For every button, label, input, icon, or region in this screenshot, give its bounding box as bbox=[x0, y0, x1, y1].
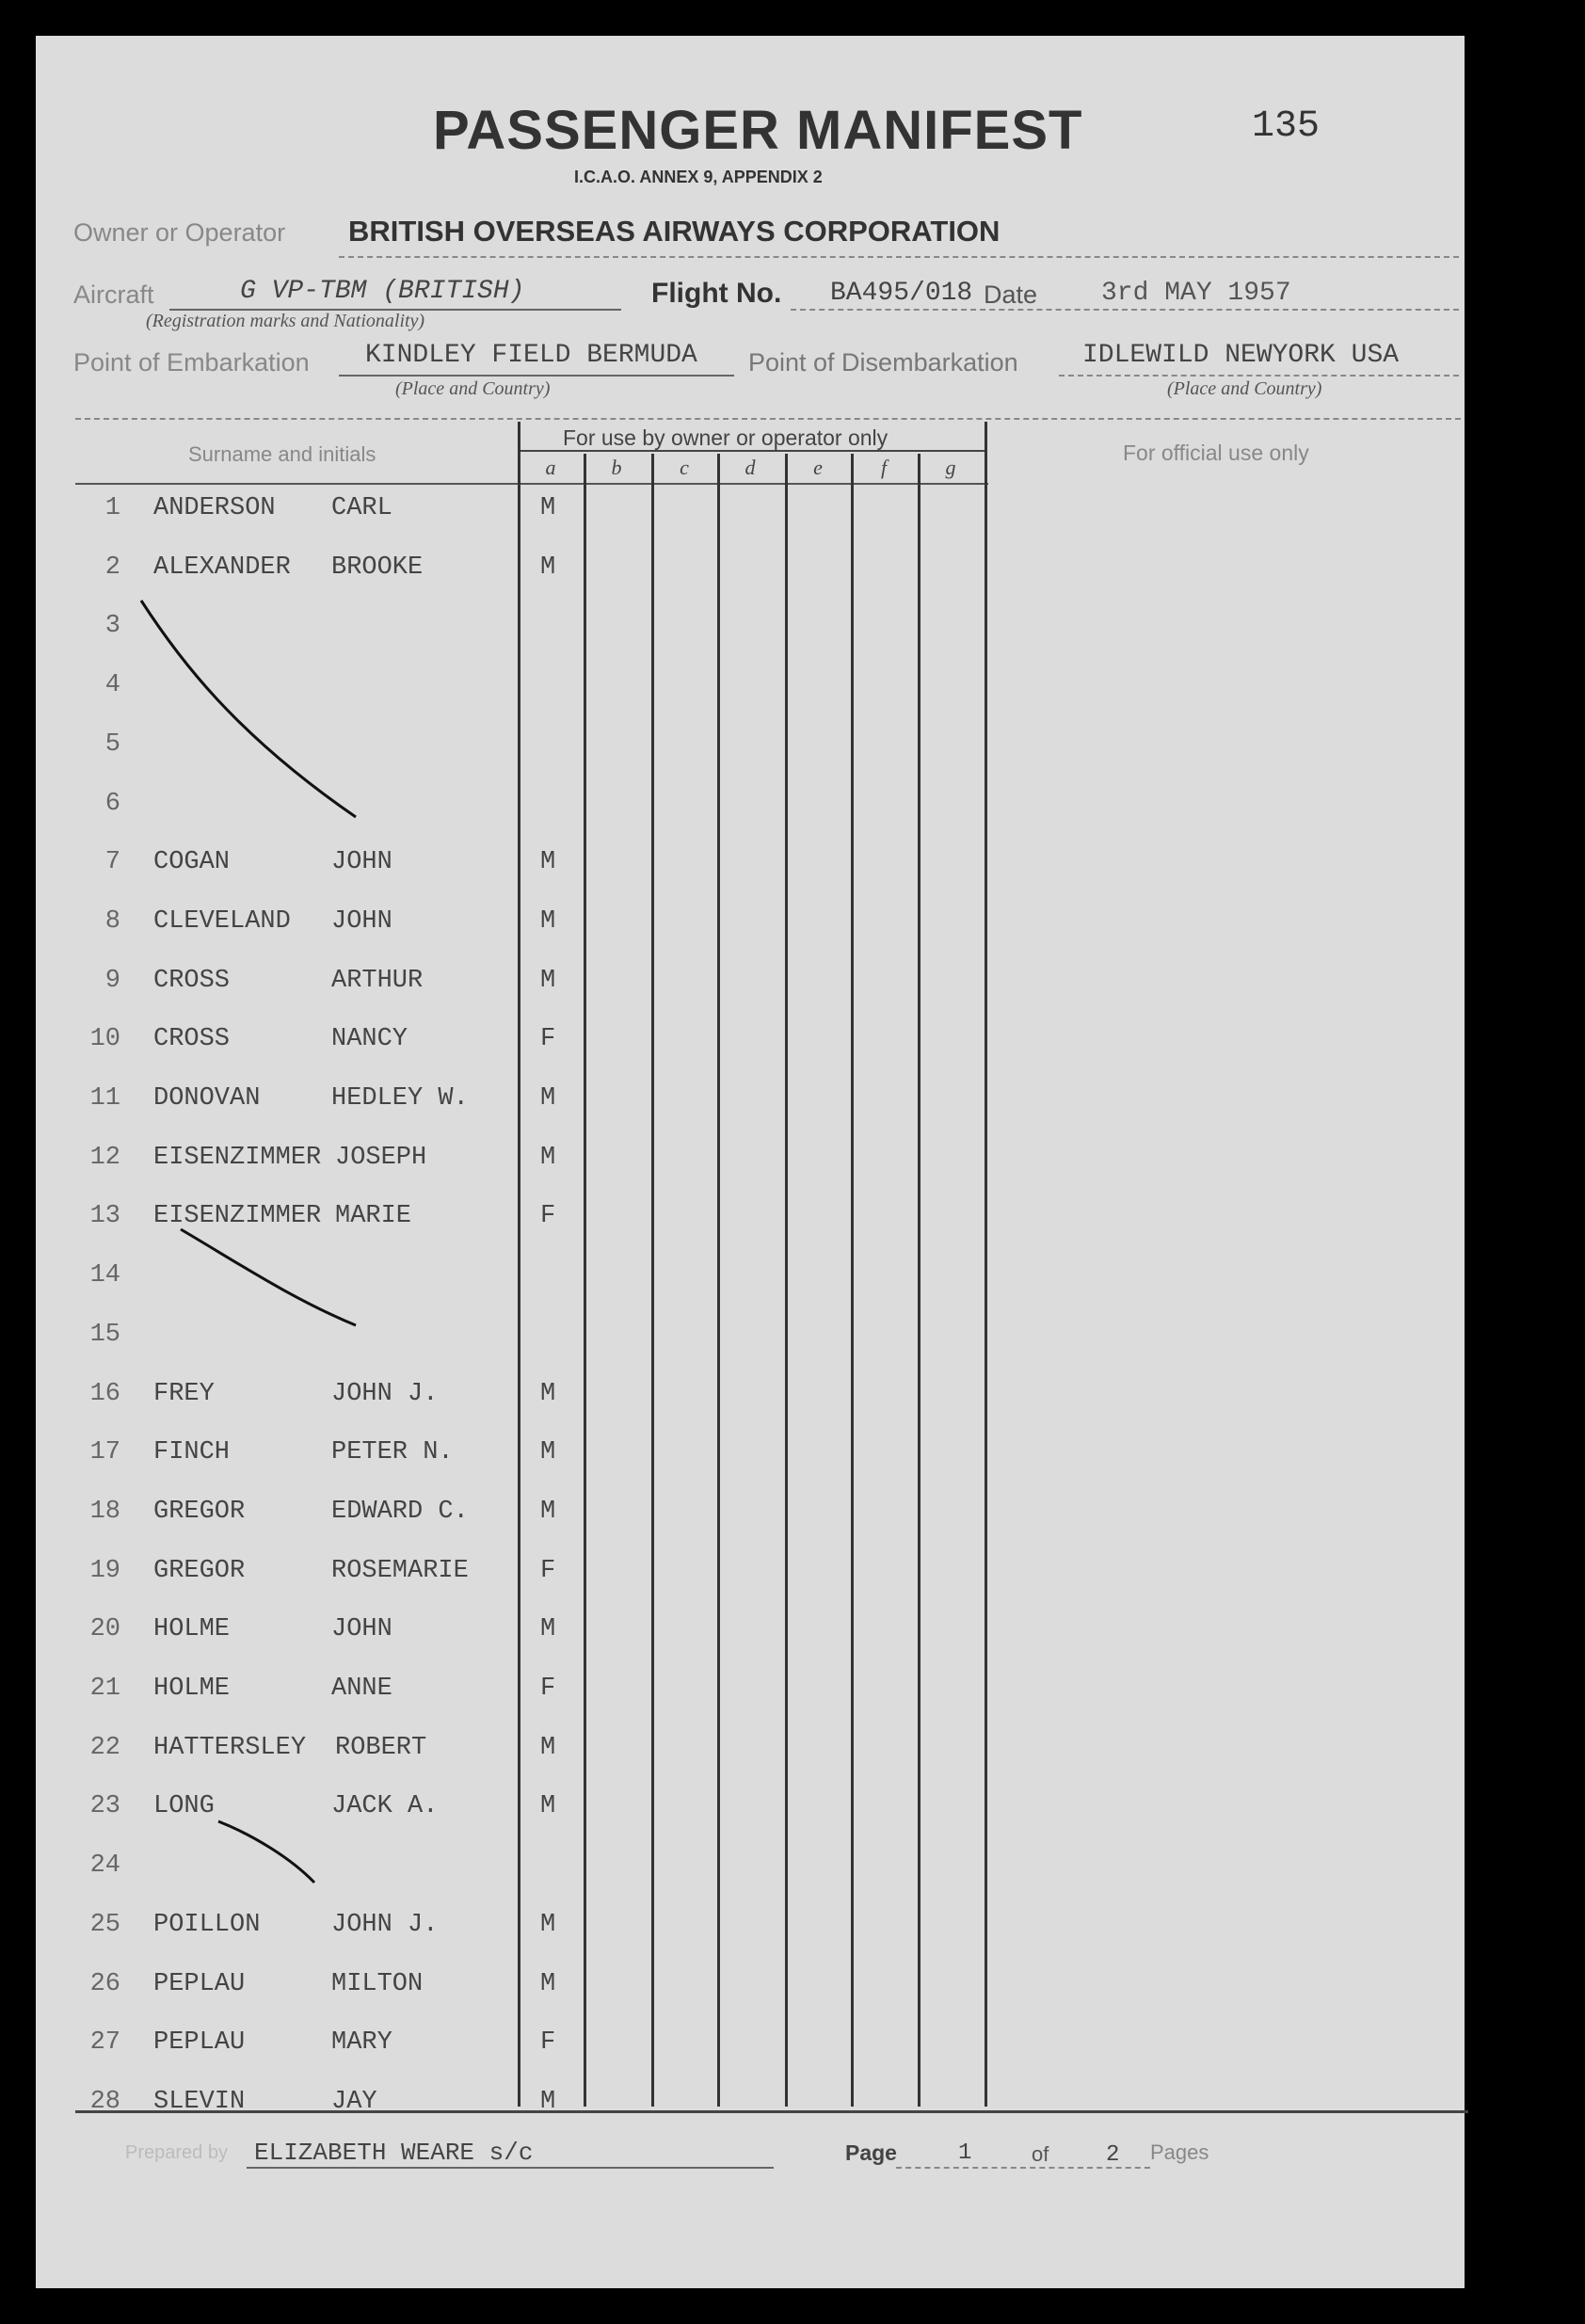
of-label: of bbox=[1032, 2142, 1049, 2166]
passenger-code-a: M bbox=[540, 1733, 556, 1762]
passenger-given-name: EDWARD C. bbox=[331, 1497, 469, 1526]
embark-value: KINDLEY FIELD BERMUDA bbox=[365, 341, 697, 370]
passenger-code-a: M bbox=[540, 848, 556, 877]
passenger-given-name: HEDLEY W. bbox=[331, 1084, 469, 1113]
passenger-given-name: JOHN bbox=[331, 1615, 392, 1644]
passenger-surname: EISENZIMMER bbox=[153, 1143, 322, 1172]
passenger-surname: PEPLAU bbox=[153, 2028, 246, 2058]
page-title: PASSENGER MANIFEST bbox=[433, 100, 1083, 161]
passenger-given-name: ROBERT bbox=[335, 1733, 427, 1762]
passenger-given-name: MARIE bbox=[335, 1202, 412, 1231]
passenger-given-name: ARTHUR bbox=[331, 966, 424, 995]
sub-column-header: a bbox=[545, 456, 556, 479]
passenger-given-name: ANNE bbox=[331, 1675, 392, 1703]
passenger-surname: EISENZIMMER bbox=[153, 1202, 322, 1231]
passenger-code-a: F bbox=[540, 1202, 556, 1231]
passenger-surname: DONOVAN bbox=[153, 1084, 261, 1113]
passenger-surname: CROSS bbox=[153, 966, 231, 995]
passenger-code-a: M bbox=[540, 2087, 556, 2116]
row-number: 22 bbox=[89, 1733, 120, 1762]
passenger-surname: SLEVIN bbox=[153, 2087, 246, 2116]
row-number: 24 bbox=[89, 1851, 120, 1881]
passenger-given-name: JOHN bbox=[331, 906, 392, 936]
strike-mark bbox=[141, 601, 356, 817]
row-number: 23 bbox=[89, 1792, 120, 1821]
passenger-given-name: JOHN J. bbox=[331, 1379, 439, 1408]
passenger-code-a: F bbox=[540, 1675, 556, 1703]
page-subtitle: I.C.A.O. ANNEX 9, APPENDIX 2 bbox=[574, 168, 823, 186]
row-number: 21 bbox=[89, 1675, 120, 1703]
passenger-surname: LONG bbox=[153, 1792, 215, 1821]
page-number: 135 bbox=[1252, 105, 1321, 148]
sub-column-header: g bbox=[945, 456, 956, 479]
row-number: 5 bbox=[104, 729, 120, 759]
row-number: 14 bbox=[89, 1261, 120, 1290]
passenger-surname: ALEXANDER bbox=[153, 553, 291, 582]
row-number: 9 bbox=[104, 966, 120, 995]
flight-label: Flight No. bbox=[651, 278, 782, 309]
passenger-code-a: M bbox=[540, 906, 556, 936]
passenger-surname: CLEVELAND bbox=[153, 906, 291, 936]
date-value: 3rd MAY 1957 bbox=[1101, 279, 1291, 308]
passenger-given-name: JACK A. bbox=[331, 1792, 439, 1821]
passenger-given-name: PETER N. bbox=[331, 1438, 454, 1467]
passenger-given-name: JOHN bbox=[331, 848, 392, 877]
passenger-surname: GREGOR bbox=[153, 1556, 246, 1585]
page-value: 1 bbox=[958, 2140, 972, 2166]
passenger-code-a: M bbox=[540, 1969, 556, 1998]
sub-column-header: f bbox=[880, 456, 888, 479]
aircraft-value: G VP-TBM (BRITISH) bbox=[240, 277, 525, 306]
pages-label: Pages bbox=[1150, 2140, 1209, 2164]
passenger-code-a: M bbox=[540, 1143, 556, 1172]
row-number: 16 bbox=[89, 1379, 120, 1408]
passenger-code-a: F bbox=[540, 2028, 556, 2058]
row-number: 28 bbox=[89, 2087, 120, 2116]
passenger-given-name: JAY bbox=[331, 2087, 377, 2116]
row-number: 4 bbox=[104, 671, 120, 700]
embark-label: Point of Embarkation bbox=[73, 348, 310, 377]
prepared-value: ELIZABETH WEARE s/c bbox=[254, 2139, 534, 2167]
disembark-label: Point of Disembarkation bbox=[748, 348, 1018, 377]
passenger-code-a: M bbox=[540, 1910, 556, 1939]
prepared-label: Prepared by bbox=[125, 2142, 228, 2163]
row-number: 3 bbox=[104, 612, 120, 641]
disembark-caption: (Place and Country) bbox=[1167, 378, 1322, 399]
sub-column-header: c bbox=[680, 456, 689, 479]
passenger-given-name: BROOKE bbox=[331, 553, 424, 582]
row-number: 2 bbox=[104, 553, 120, 582]
passenger-surname: COGAN bbox=[153, 848, 231, 877]
row-number: 18 bbox=[89, 1497, 120, 1526]
passenger-surname: FREY bbox=[153, 1379, 215, 1408]
row-number: 12 bbox=[89, 1143, 120, 1172]
row-number: 19 bbox=[89, 1556, 120, 1585]
passenger-given-name: JOHN J. bbox=[331, 1910, 439, 1939]
passenger-surname: PEPLAU bbox=[153, 1969, 246, 1998]
of-value: 2 bbox=[1106, 2142, 1120, 2168]
passenger-code-a: M bbox=[540, 494, 556, 522]
passenger-surname: HATTERSLEY bbox=[153, 1733, 307, 1762]
operator-column-header: For use by owner or operator only bbox=[563, 425, 889, 450]
owner-value: BRITISH OVERSEAS AIRWAYS CORPORATION bbox=[348, 215, 1001, 248]
row-number: 27 bbox=[89, 2028, 120, 2058]
official-column-header: For official use only bbox=[1123, 441, 1309, 465]
passenger-surname: GREGOR bbox=[153, 1497, 246, 1526]
passenger-given-name: CARL bbox=[331, 494, 392, 522]
passenger-given-name: MILTON bbox=[331, 1969, 424, 1998]
disembark-value: IDLEWILD NEWYORK USA bbox=[1082, 341, 1400, 370]
row-number: 8 bbox=[104, 906, 120, 936]
sub-column-header: d bbox=[744, 456, 756, 479]
passenger-code-a: M bbox=[540, 1379, 556, 1408]
passenger-given-name: NANCY bbox=[331, 1025, 408, 1054]
passenger-given-name: ROSEMARIE bbox=[331, 1556, 469, 1585]
row-number: 13 bbox=[89, 1202, 120, 1231]
row-number: 11 bbox=[89, 1084, 120, 1113]
passenger-code-a: M bbox=[540, 1497, 556, 1526]
row-number: 15 bbox=[89, 1320, 120, 1349]
date-label: Date bbox=[984, 280, 1038, 309]
passenger-surname: HOLME bbox=[153, 1615, 231, 1644]
sub-column-header: b bbox=[611, 456, 622, 479]
aircraft-label: Aircraft bbox=[73, 280, 154, 309]
passenger-code-a: F bbox=[540, 1556, 556, 1585]
passenger-given-name: JOSEPH bbox=[335, 1143, 427, 1172]
passenger-code-a: M bbox=[540, 1792, 556, 1821]
aircraft-caption: (Registration marks and Nationality) bbox=[146, 311, 425, 331]
passenger-code-a: M bbox=[540, 966, 556, 995]
passenger-surname: POILLON bbox=[153, 1910, 261, 1939]
name-column-header: Surname and initials bbox=[188, 442, 376, 466]
row-number: 25 bbox=[89, 1910, 120, 1939]
passenger-code-a: M bbox=[540, 1084, 556, 1113]
row-number: 7 bbox=[104, 848, 120, 877]
row-number: 1 bbox=[104, 494, 120, 522]
row-number: 26 bbox=[89, 1969, 120, 1998]
passenger-code-a: M bbox=[540, 1615, 556, 1644]
row-number: 6 bbox=[104, 789, 120, 818]
page-label: Page bbox=[845, 2140, 897, 2165]
passenger-surname: CROSS bbox=[153, 1025, 231, 1054]
row-number: 20 bbox=[89, 1615, 120, 1644]
passenger-code-a: M bbox=[540, 553, 556, 582]
passenger-code-a: M bbox=[540, 1438, 556, 1467]
strike-mark bbox=[181, 1229, 356, 1325]
passenger-code-a: F bbox=[540, 1025, 556, 1054]
owner-label: Owner or Operator bbox=[73, 218, 286, 247]
flight-value: BA495/018 bbox=[830, 279, 973, 308]
embark-caption: (Place and Country) bbox=[395, 378, 551, 399]
passenger-surname: HOLME bbox=[153, 1675, 231, 1703]
sub-column-header: e bbox=[813, 456, 823, 479]
passenger-given-name: MARY bbox=[331, 2028, 392, 2058]
passenger-surname: FINCH bbox=[153, 1438, 231, 1467]
passenger-surname: ANDERSON bbox=[153, 494, 276, 522]
strike-mark bbox=[218, 1821, 314, 1883]
row-number: 17 bbox=[89, 1438, 120, 1467]
row-number: 10 bbox=[89, 1025, 120, 1054]
